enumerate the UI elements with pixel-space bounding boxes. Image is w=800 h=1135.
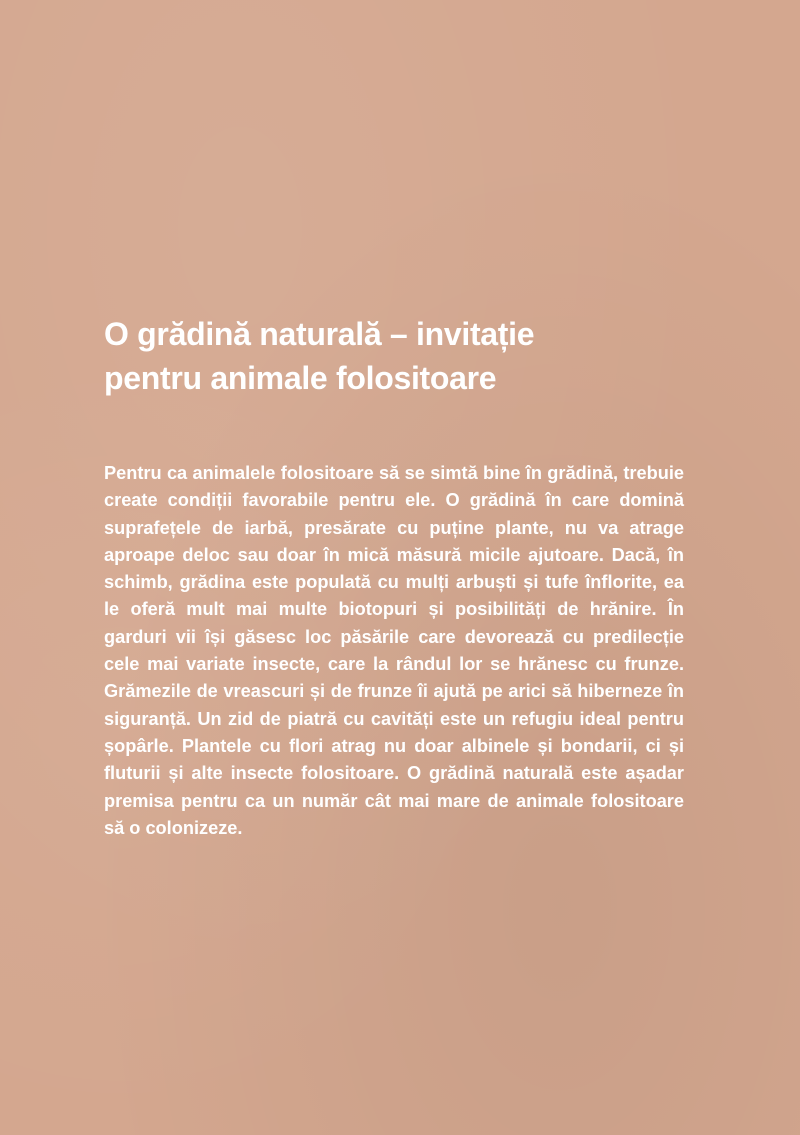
page-title-line-1: O grădină naturală – invitație bbox=[104, 316, 535, 352]
body-paragraph: Pentru ca animalele folositoare să se simtă bine în grădină, trebuie create condiții favorabile pentru ele. O grădină în care domină suprafețele de iarbă, presărate cu puține plante, nu va atrage aproape deloc sau doar în mică măsură micile ajutoare. Dacă, în schimb, grădina este populată cu mulți arbuști și tufe înflorite, ea le oferă mult mai multe biotopuri și posibilități de hrănire. În garduri vii își găsesc loc păsările care devorează cu predilecție cele mai variate insecte, care la rândul lor se hrănesc cu frunze. Grămezile de vreascuri și de frunze îi ajută pe arici să hiberneze în siguranță. Un zid de piatră cu cavități este un refugiu ideal pentru șopârle. Plantele cu flori atrag nu doar albinele și bondarii, ci și fluturii și alte insecte folositoare. O grădină naturală este așadar premisa pentru ca un număr cât mai mare de animale folositoare să o colonizeze. bbox=[104, 463, 684, 838]
page-title-line-2: pentru animale folositoare bbox=[104, 360, 497, 396]
content-block bbox=[104, 312, 684, 842]
page-title bbox=[104, 312, 684, 400]
